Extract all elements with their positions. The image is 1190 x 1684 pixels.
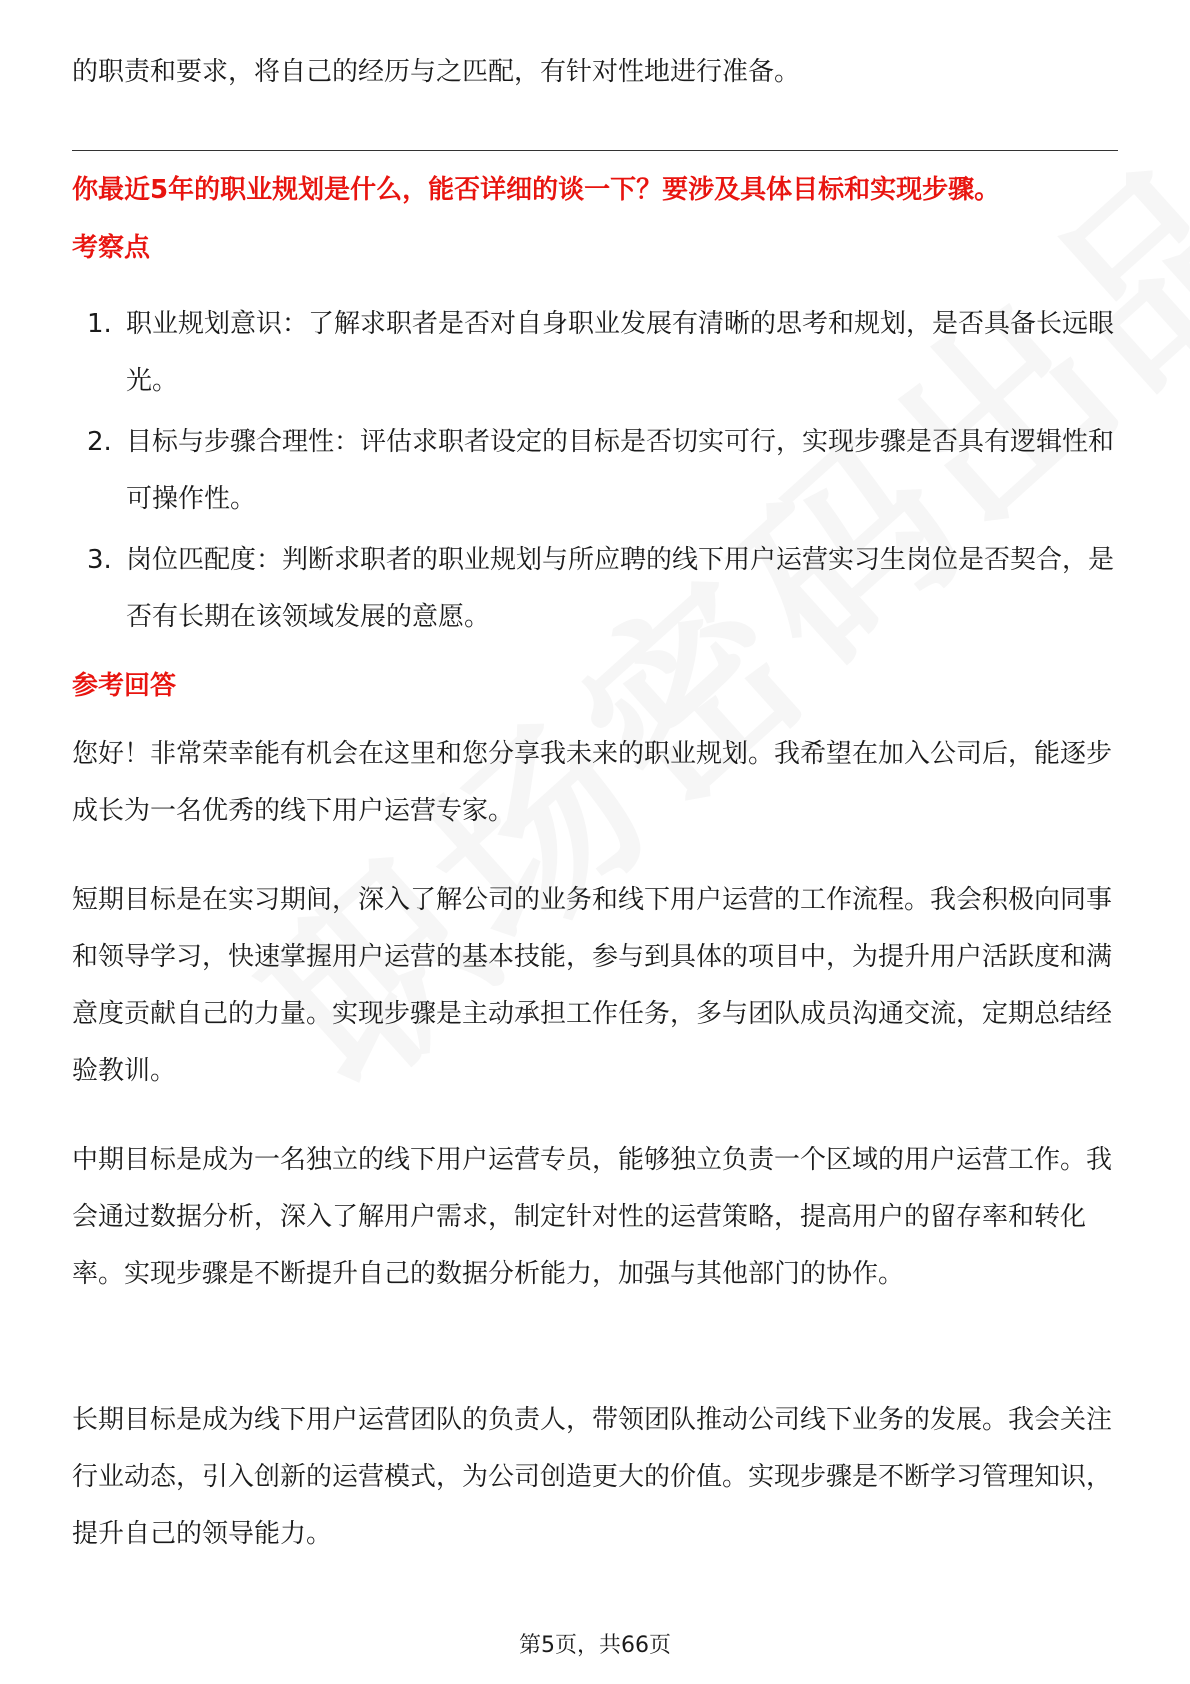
section-divider (72, 150, 1118, 151)
answer-paragraph: 您好！非常荣幸能有机会在这里和您分享我未来的职业规划。我希望在加入公司后，能逐步成长为一名优秀的线下用户运营专家。 (72, 739, 1113, 826)
list-item (72, 296, 1118, 410)
points-list (72, 296, 1118, 650)
answer-paragraph: 中期目标是成为一名独立的线下用户运营专员，能够独立负责一个区域的用户运营工作。我会通过数据分析，深入了解用户需求，制定针对性的运营策略，提高用户的留存率和转化率。实现步骤是不断提升自己的数据分析能力，加强与其他部门的协作。 (72, 1145, 1113, 1289)
intro-text: 的职责和要求，将自己的经历与之匹配，有针对性地进行准备。 (72, 57, 801, 87)
answer-paragraph: 短期目标是在实习期间，深入了解公司的业务和线下用户运营的工作流程。我会积极向同事和领导学习，快速掌握用户运营的基本技能，参与到具体的项目中，为提升用户活跃度和满意度贡献自己的力量。实现步骤是主动承担工作任务，多与团队成员沟通交流，定期总结经验教训。 (72, 885, 1113, 1086)
page-number: 第5页，共66页 (519, 1633, 671, 1658)
list-item (72, 414, 1118, 528)
list-item-number: 2. (87, 427, 112, 457)
list-item-text: 目标与步骤合理性：评估求职者设定的目标是否切实可行，实现步骤是否具有逻辑性和可操作性。 (126, 427, 1115, 514)
list-item-text: 职业规划意识：了解求职者是否对自身职业发展有清晰的思考和规划，是否具备长远眼光。 (126, 309, 1115, 396)
list-item-number: 1. (87, 309, 112, 339)
answer-paragraph: 长期目标是成为线下用户运营团队的负责人，带领团队推动公司线下业务的发展。我会关注行业动态，引入创新的运营模式，为公司创造更大的价值。实现步骤是不断学习管理知识，提升自己的领导能力。 (72, 1405, 1113, 1549)
points-heading: 考察点 (72, 233, 151, 263)
list-item-number: 3. (87, 545, 112, 575)
list-item (72, 532, 1118, 646)
list-item-text: 岗位匹配度：判断求职者的职业规划与所应聘的线下用户运营实习生岗位是否契合，是否有长期在该领域发展的意愿。 (126, 545, 1115, 632)
interview-question: 你最近5年的职业规划是什么，能否详细的谈一下？要涉及具体目标和实现步骤。 (72, 175, 1001, 205)
answer-heading: 参考回答 (72, 671, 177, 701)
